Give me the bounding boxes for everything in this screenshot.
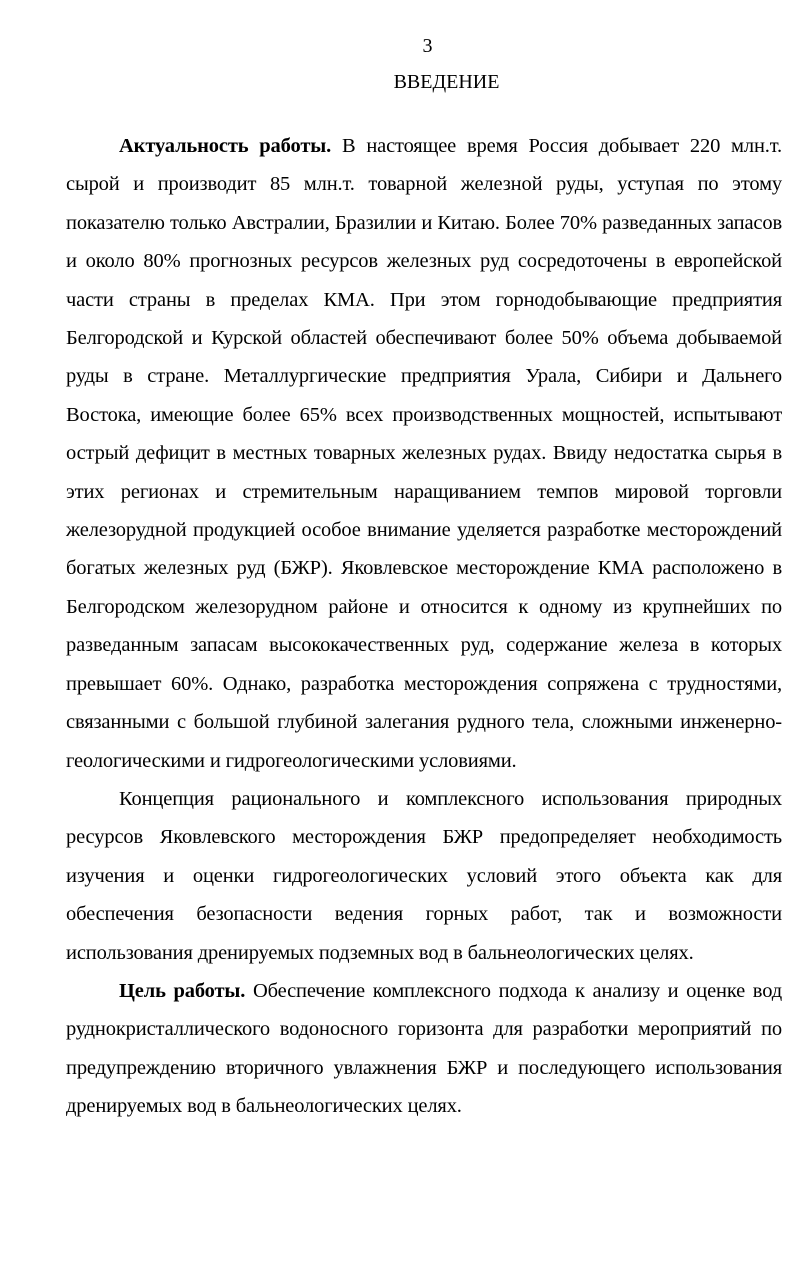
paragraph-relevance: [66, 127, 782, 780]
paragraph-lead: Цель работы.: [119, 979, 246, 1002]
paragraph-text: Концепция рационального и комплексного использования природных ресурсов Яковлевского месторождения БЖР предопределяет необходимость изучения и оценки гидрогеологических условий этого объекта как для обеспечения безопасности ведения горных работ, так и возможности использования дренируемых подземных вод в бальнеологических целях.: [66, 787, 782, 964]
paragraph-concept: [66, 780, 782, 972]
paragraph-text: В настоящее время Россия добывает 220 млн.т. сырой и производит 85 млн.т. товарной железной руды, уступая по этому показателю только Австралии, Бразилии и Китаю. Более 70% разведанных запасов и около 80% прогнозных ресурсов железных руд сосредоточены в европейской части страны в пределах КМА. При этом горнодобывающие предприятия Белгородской и Курской областей обеспечивают более 50% объема добываемой руды в стране. Металлургические предприятия Урала, Сибири и Дальнего Востока, имеющие более 65% всех производственных мощностей, испытывают острый дефицит в местных товарных железных рудах. Ввиду недостатка сырья в этих регионах и стремительным наращиванием темпов мировой торговли железорудной продукцией особое внимание уделяется разработке месторождений богатых железных руд (БЖР). Яковлевское месторождение КМА расположено в Белгородском железорудном районе и относится к одному из крупнейших по разведанным запасам высококачественных руд, содержание железа в которых превышает 60%. Однако, разработка месторождения сопряжена с трудностями, связанными с большой глубиной залегания рудного тела, сложными инженерно-геологическими и гидрогеологическими условиями.: [66, 135, 782, 772]
paragraph-lead: Актуальность работы.: [119, 135, 332, 157]
paragraph-goal: [66, 972, 782, 1126]
section-heading: ВВЕДЕНИЕ: [393, 71, 500, 93]
paragraph-text: Обеспечение комплексного подхода к анализу и оценке вод руднокристаллического водоносного горизонта для разработки мероприятий по предупреждению вторичного увлажнения БЖР и последующего использования дренируемых вод в бальнеологических целях.: [66, 979, 782, 1118]
body-text: [66, 127, 782, 1126]
page-number: 3: [422, 35, 433, 57]
